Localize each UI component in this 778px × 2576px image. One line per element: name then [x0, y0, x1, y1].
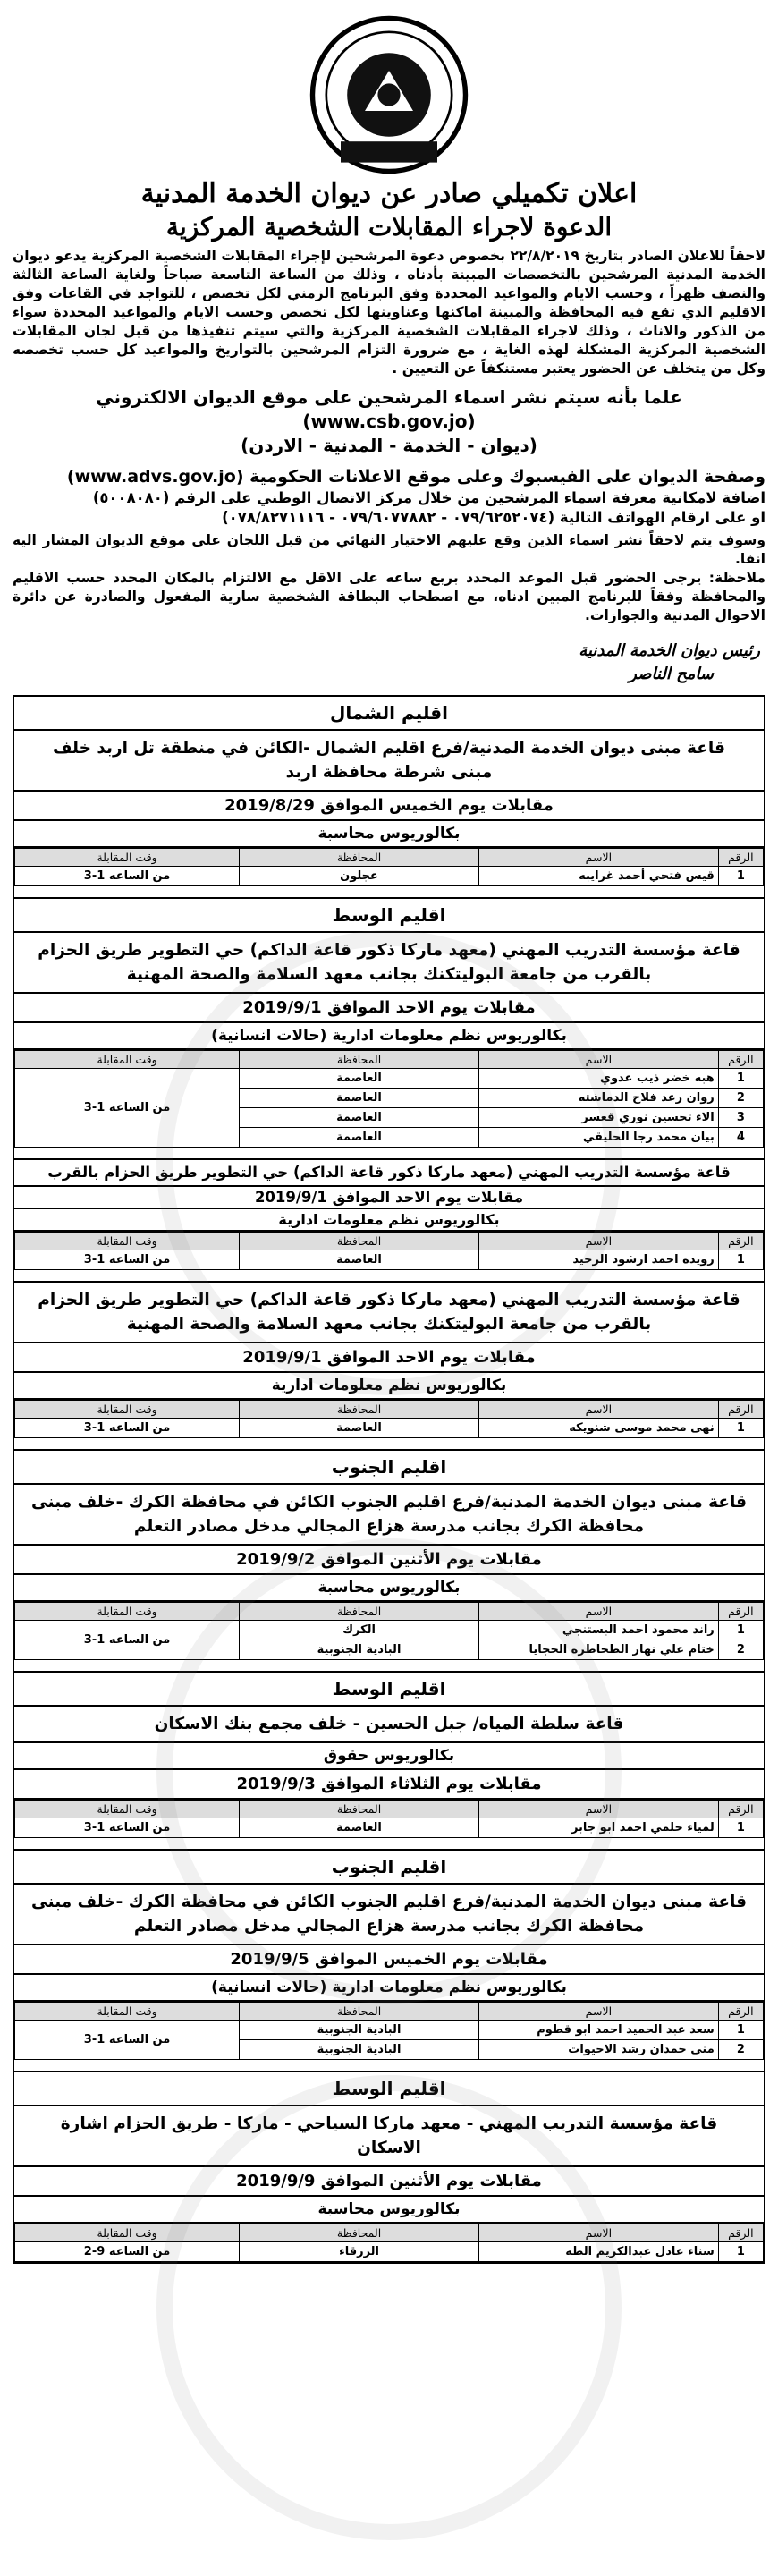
table-row — [15, 1250, 764, 1270]
candidate-number: 1 — [718, 2242, 763, 2262]
header-num: الرقم — [718, 1603, 763, 1621]
region-heading: اقليم الشمال — [14, 697, 764, 731]
major-heading: بكالوريوس نظم معلومات ادارية (حالات انسانية) — [14, 1975, 764, 2002]
interview-hall: قاعة مؤسسة التدريب المهني - معهد ماركا السياحي - ماركا - طريق الحزام اشارة الاسكان — [14, 2106, 764, 2167]
candidate-name: ختام علي نهار الطحاطره الحجايا — [478, 1640, 718, 1660]
header-gov: المحافظة — [240, 1051, 479, 1069]
region-heading: اقليم الوسط — [14, 1673, 764, 1707]
candidate-name: بيان محمد رجا الحليقي — [478, 1128, 718, 1148]
header-name: الاسم — [478, 2224, 718, 2242]
candidate-name: منى حمدان رشد الاحيوات — [478, 2040, 718, 2060]
signatory-name: سامح الناصر — [629, 665, 714, 683]
interview-time: من الساعه 1-3 — [15, 1419, 240, 1438]
candidate-number: 3 — [718, 1108, 763, 1128]
table-row — [15, 1818, 764, 1838]
bureau-seal-icon — [309, 14, 469, 175]
attendance-note: ملاحظة: يرجى الحضور قبل الموعد المحدد بربع ساعه على الاقل مع الالتزام بالمكان المحدد حسب الاقليم والمحافظة وفقاً للبرنامج المبين ادناه، مع اصطحاب البطاقة الشخصية سارية المفعول والصادرة عن دائرة الاحوال المدنية والجوازات. — [13, 570, 765, 623]
candidate-number: 2 — [718, 1640, 763, 1660]
interview-hall: قاعة مبنى ديوان الخدمة المدنية/فرع اقليم الجنوب الكائن في محافظة الكرك -خلف مبنى محافظة الكرك بجانب مدرسة هزاع المجالي مدخل مصادر التعلم — [14, 1485, 764, 1546]
candidate-number: 2 — [718, 2040, 763, 2060]
table-row — [15, 2242, 764, 2262]
table-header-row — [15, 1401, 764, 1419]
website-name: (ديوان - الخدمة - المدنية - الاردن) — [241, 435, 537, 456]
facebook-notice: وصفحة الديوان على الفيسبوك وعلى موقع الاعلانات الحكومية (www.advs.gov.jo) — [66, 467, 765, 487]
interview-hall: قاعة مبنى ديوان الخدمة المدنية/فرع اقليم الشمال -الكائن في منطقة تل اربد خلف مبنى شرطة محافظة اربد — [14, 731, 764, 792]
interview-date: مقابلات يوم الاحد الموافق 2019/9/1 — [14, 1343, 764, 1373]
header-gov: المحافظة — [240, 2003, 479, 2021]
interview-hall: قاعة سلطة المياه/ جبل الحسين - خلف مجمع بنك الاسكان — [14, 1707, 764, 1743]
header-gov: المحافظة — [240, 2224, 479, 2242]
section-spacer — [14, 886, 764, 899]
candidate-name: راند محمود احمد البستنجي — [478, 1621, 718, 1640]
interview-hall: قاعة مؤسسة التدريب المهني (معهد ماركا ذكور قاعة الداكم) حي التطوير طريق الحزام بالقرب من جامعة البوليتكنك بجانب معهد السلامة والصحة المهنية — [14, 933, 764, 994]
candidate-name: روان رعد فلاح الدماشته — [478, 1089, 718, 1108]
candidate-number: 1 — [718, 1069, 763, 1089]
interview-hall: قاعة مؤسسة التدريب المهني (معهد ماركا ذكور قاعة الداكم) حي التطوير طريق الحزام بالقرب — [14, 1160, 764, 1187]
major-heading: بكالوريوس نظم معلومات ادارية — [14, 1209, 764, 1232]
candidate-number: 1 — [718, 1250, 763, 1270]
major-heading: بكالوريوس محاسبة — [14, 821, 764, 848]
table-header-row — [15, 1051, 764, 1069]
section-spacer — [14, 1148, 764, 1160]
major-heading: بكالوريوس محاسبة — [14, 1575, 764, 1602]
header-time: وقت المقابلة — [15, 2003, 240, 2021]
announcement-title: اعلان تكميلي صادر عن ديوان الخدمة المدنية — [140, 178, 638, 209]
header-time: وقت المقابلة — [15, 1801, 240, 1818]
table-row — [15, 1419, 764, 1438]
candidate-governorate: العاصمة — [240, 1108, 479, 1128]
candidate-number: 1 — [718, 867, 763, 886]
candidates-table — [14, 1400, 764, 1438]
candidates-table — [14, 2224, 764, 2262]
region-heading: اقليم الجنوب — [14, 1451, 764, 1485]
section-spacer — [14, 2060, 764, 2072]
candidate-number: 4 — [718, 1128, 763, 1148]
section-spacer — [14, 1838, 764, 1851]
candidate-governorate: العاصمة — [240, 1818, 479, 1838]
candidate-name: قيس فتحي أحمد غرايبه — [478, 867, 718, 886]
signature-block — [13, 640, 765, 686]
intro-paragraph: لاحقاً للاعلان الصادر بتاريخ ٢٢/٨/٢٠١٩ بخصوص دعوة المرشحين لإجراء المقابلات الشخصية المركزية يدعو ديوان الخدمة المدنية المرشحين بالتخصصات المبينة بأدناه ، وذلك من الساعة التاسعة صباحاً ولغاية الساعة الثالثة والنصف ظهراً ، وحسب الايام والمواعيد المحددة وفق البرنامج الزمني لكل تخصص ، للتواجد في القاعات وفق الاقليم الذي تقع فيه المحافظة والمبينة اماكنها وعناوينها لكل تخصص وحسب الايام والمواعيد المحددة سواء من الذكور والاناث ، وذلك لاجراء المقابلات الشخصية المركزية والتي سيتم تنفيذها من قبل لجان المقابلات الشخصية المركزية المشكلة لهذه الغاية ، مع ضرورة التزام المرشحين بالتواريخ والمواعيد كل حسب تخصصه وكل من يتخلف عن الحضور يعتبر مستنكفاً عن التعيين . — [13, 248, 765, 377]
interview-schedule — [13, 695, 765, 2264]
interview-time: من الساعه 9-2 — [15, 2242, 240, 2262]
table-row — [15, 867, 764, 886]
header-gov: المحافظة — [240, 1401, 479, 1419]
candidate-number: 1 — [718, 2021, 763, 2040]
candidate-governorate: العاصمة — [240, 1069, 479, 1089]
header-gov: المحافظة — [240, 1603, 479, 1621]
header-num: الرقم — [718, 1233, 763, 1250]
candidate-name: رويده احمد ارشود الرحيد — [478, 1250, 718, 1270]
interview-date: مقابلات يوم الثلاثاء الموافق 2019/9/3 — [14, 1770, 764, 1800]
candidate-governorate: البادية الجنوبية — [240, 1640, 479, 1660]
section-spacer — [14, 1270, 764, 1283]
candidate-name: سعد عبد الحميد احمد ابو قطوم — [478, 2021, 718, 2040]
header-num: الرقم — [718, 1801, 763, 1818]
table-row — [15, 1621, 764, 1640]
header-name: الاسم — [478, 849, 718, 867]
candidate-number: 2 — [718, 1089, 763, 1108]
candidate-governorate: العاصمة — [240, 1089, 479, 1108]
major-heading: بكالوريوس نظم معلومات ادارية (حالات انسانية) — [14, 1023, 764, 1050]
region-heading: اقليم الوسط — [14, 899, 764, 933]
interview-hall: قاعة مؤسسة التدريب المهني (معهد ماركا ذكور قاعة الداكم) حي التطوير طريق الحزام بالقرب من جامعة البوليتكنك بجانب معهد السلامة والصحة المهنية — [14, 1283, 764, 1343]
header-time: وقت المقابلة — [15, 1603, 240, 1621]
bureau-logo — [13, 14, 765, 175]
call-center-notice: اضافة لامكانية معرفة اسماء المرشحين من خلال مركز الاتصال الوطني على الرقم (٥٠٠٨٠٨٠) — [92, 489, 765, 506]
table-header-row — [15, 2224, 764, 2242]
section-spacer — [14, 1438, 764, 1451]
candidate-name: لمياء حلمي احمد ابو جابر — [478, 1818, 718, 1838]
candidate-number: 1 — [718, 1419, 763, 1438]
table-row — [15, 1069, 764, 1089]
announcement-subtitle: الدعوة لاجراء المقابلات الشخصية المركزية — [165, 212, 613, 242]
interview-time: من الساعه 1-3 — [15, 867, 240, 886]
header-time: وقت المقابلة — [15, 849, 240, 867]
candidate-name: الاء تحسين نوري قعسر — [478, 1108, 718, 1128]
interview-time: من الساعه 1-3 — [15, 2021, 240, 2060]
header-name: الاسم — [478, 1603, 718, 1621]
header-name: الاسم — [478, 1801, 718, 1818]
header-gov: المحافظة — [240, 1801, 479, 1818]
phone-numbers: او على ارقام الهواتف التالية (٠٧٩/٦٢٥٢٠٧٤ - ٠٧٩/٦٠٧٧٨٨٢ - ٠٧٨/٨٢٧١١١٦) — [222, 509, 765, 526]
candidates-table — [14, 1050, 764, 1148]
header-name: الاسم — [478, 1051, 718, 1069]
candidate-governorate: البادية الجنوبية — [240, 2021, 479, 2040]
candidate-number: 1 — [718, 1621, 763, 1640]
header-num: الرقم — [718, 1051, 763, 1069]
table-header-row — [15, 1603, 764, 1621]
major-heading: بكالوريوس حقوق — [14, 1743, 764, 1770]
candidate-number: 1 — [718, 1818, 763, 1838]
major-heading: بكالوريوس محاسبة — [14, 2197, 764, 2224]
interview-date: مقابلات يوم الاحد الموافق 2019/9/1 — [14, 1187, 764, 1209]
followup-note: وسوف يتم لاحقاً نشر اسماء الذين وقع عليهم الاختيار النهائي من قبل اللجان على موقع الديوان المشار اليه انفا. — [13, 532, 765, 567]
candidate-governorate: العاصمة — [240, 1419, 479, 1438]
interview-hall: قاعة مبنى ديوان الخدمة المدنية/فرع اقليم الجنوب الكائن في محافظة الكرك -خلف مبنى محافظة الكرك بجانب مدرسة هزاع المجالي مدخل مصادر التعلم — [14, 1885, 764, 1945]
interview-date: مقابلات يوم الأثنين الموافق 2019/9/2 — [14, 1546, 764, 1575]
interview-date: مقابلات يوم الخميس الموافق 2019/9/5 — [14, 1945, 764, 1975]
candidates-table — [14, 1232, 764, 1270]
candidates-table — [14, 2002, 764, 2060]
header-time: وقت المقابلة — [15, 1401, 240, 1419]
signatory-title: رئيس ديوان الخدمة المدنية — [579, 641, 760, 660]
table-header-row — [15, 1233, 764, 1250]
header-time: وقت المقابلة — [15, 2224, 240, 2242]
table-header-row — [15, 2003, 764, 2021]
table-header-row — [15, 849, 764, 867]
candidate-governorate: الزرقاء — [240, 2242, 479, 2262]
region-heading: اقليم الجنوب — [14, 1851, 764, 1885]
candidate-name: سناء عادل عبدالكريم الطه — [478, 2242, 718, 2262]
header-num: الرقم — [718, 2224, 763, 2242]
header-num: الرقم — [718, 849, 763, 867]
header-gov: المحافظة — [240, 849, 479, 867]
header-num: الرقم — [718, 1401, 763, 1419]
candidate-governorate: العاصمة — [240, 1250, 479, 1270]
major-heading: بكالوريوس نظم معلومات ادارية — [14, 1373, 764, 1400]
interview-date: مقابلات يوم الخميس الموافق 2019/8/29 — [14, 792, 764, 821]
candidate-governorate: عجلون — [240, 867, 479, 886]
interview-time: من الساعه 1-3 — [15, 1621, 240, 1660]
candidate-name: هبه خضر ذيب عدوي — [478, 1069, 718, 1089]
header-time: وقت المقابلة — [15, 1051, 240, 1069]
candidates-table — [14, 848, 764, 886]
candidate-name: نهى محمد موسى شنويكه — [478, 1419, 718, 1438]
candidates-table — [14, 1602, 764, 1660]
header-name: الاسم — [478, 1401, 718, 1419]
interview-time: من الساعه 1-3 — [15, 1818, 240, 1838]
table-header-row — [15, 1801, 764, 1818]
header-name: الاسم — [478, 2003, 718, 2021]
header-name: الاسم — [478, 1233, 718, 1250]
website-notice: علما بأنه سيتم نشر اسماء المرشحين على موقع الديوان الالكتروني (www.csb.gov.jo) — [96, 386, 682, 432]
section-spacer — [14, 1660, 764, 1673]
interview-date: مقابلات يوم الاحد الموافق 2019/9/1 — [14, 994, 764, 1023]
interview-date: مقابلات يوم الأثنين الموافق 2019/9/9 — [14, 2167, 764, 2197]
candidate-governorate: البادية الجنوبية — [240, 2040, 479, 2060]
header-gov: المحافظة — [240, 1233, 479, 1250]
interview-time: من الساعه 1-3 — [15, 1069, 240, 1148]
region-heading: اقليم الوسط — [14, 2072, 764, 2106]
candidate-governorate: العاصمة — [240, 1128, 479, 1148]
candidates-table — [14, 1800, 764, 1838]
candidate-governorate: الكرك — [240, 1621, 479, 1640]
interview-time: من الساعه 1-3 — [15, 1250, 240, 1270]
header-time: وقت المقابلة — [15, 1233, 240, 1250]
header-num: الرقم — [718, 2003, 763, 2021]
table-row — [15, 2021, 764, 2040]
